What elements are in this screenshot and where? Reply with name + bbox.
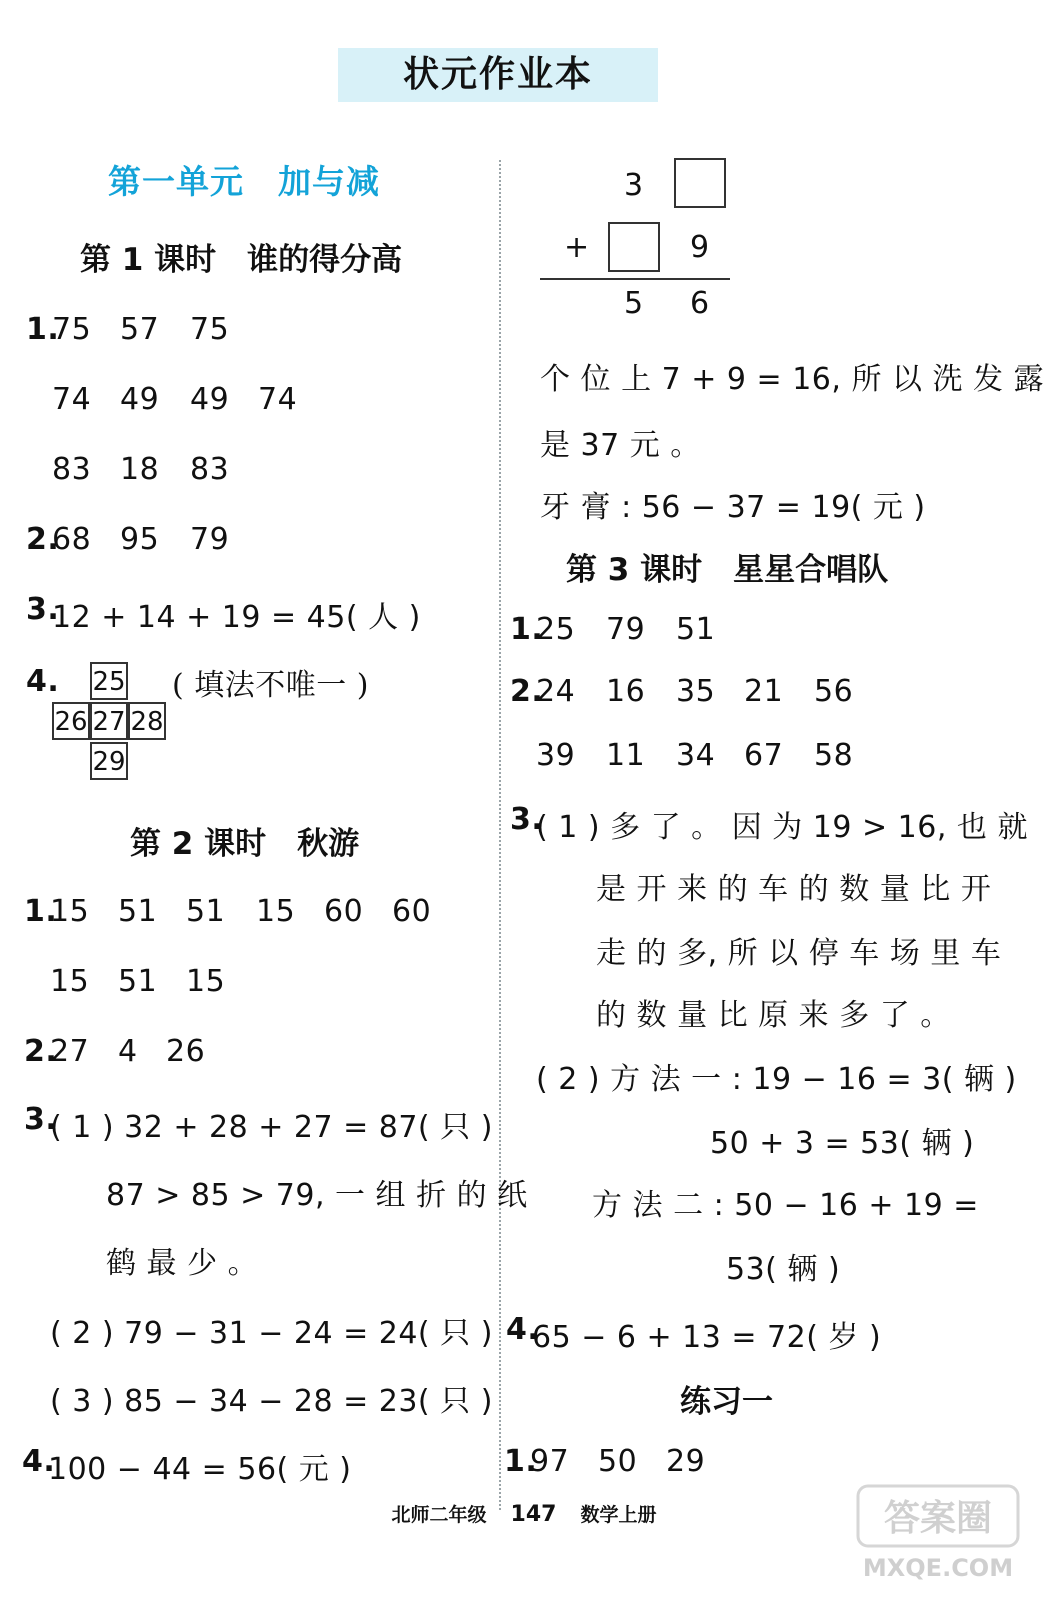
page-number: 147 <box>510 1502 557 1527</box>
answer-value: 50 <box>598 1444 638 1479</box>
answer-equation: 100 − 44 = 56( 元 ) <box>48 1452 352 1487</box>
answer-line: 个 位 上 7 + 9 = 16, 所 以 洗 发 露 <box>540 362 1045 397</box>
vertical-digit: 9 <box>690 230 710 265</box>
answer-value: 51 <box>118 894 158 929</box>
question-label: 2. <box>510 674 544 709</box>
grid-cell-left: 26 <box>52 702 90 740</box>
answer-value: 16 <box>606 674 646 709</box>
answer-line: 的 数 量 比 原 来 多 了 。 <box>596 998 951 1033</box>
answer-value: 58 <box>814 738 854 773</box>
question-label: 4. <box>22 1444 56 1479</box>
answer-value: 34 <box>676 738 716 773</box>
answer-value: 35 <box>676 674 716 709</box>
answer-value: 75 <box>52 312 92 347</box>
question-label: 1. <box>504 1444 538 1479</box>
answer-line: 53( 辆 ) <box>726 1252 841 1287</box>
answer-value: 75 <box>190 312 230 347</box>
question-label: 4. <box>26 664 60 699</box>
answer-value: 29 <box>666 1444 706 1479</box>
column-divider <box>499 160 501 1510</box>
answer-value: 79 <box>190 522 230 557</box>
answer-value: 83 <box>190 452 230 487</box>
answer-value: 18 <box>120 452 160 487</box>
answer-line: 50 + 3 = 53( 辆 ) <box>710 1126 975 1161</box>
vertical-digit: 5 <box>624 286 644 321</box>
answer-value: 21 <box>744 674 784 709</box>
answer-value: 97 <box>530 1444 570 1479</box>
answer-value: 49 <box>120 382 160 417</box>
grid-cell-top: 25 <box>90 662 128 700</box>
practice-title: 练习一 <box>680 1384 773 1420</box>
answer-value: 51 <box>186 894 226 929</box>
vertical-digit: 3 <box>624 168 644 203</box>
answer-note: ( 填法不唯一 ) <box>172 668 369 703</box>
answer-line: 走 的 多, 所 以 停 车 场 里 车 <box>596 936 1002 971</box>
question-label: 2. <box>24 1034 58 1069</box>
answer-value: 57 <box>120 312 160 347</box>
answer-value: 74 <box>52 382 92 417</box>
blank-box <box>608 222 660 272</box>
sum-line <box>540 278 730 280</box>
grid-cell-right: 28 <box>128 702 166 740</box>
answer-value: 74 <box>258 382 298 417</box>
answer-value: 11 <box>606 738 646 773</box>
vertical-digit: 6 <box>690 286 710 321</box>
answer-value: 60 <box>392 894 432 929</box>
answer-line: 87 > 85 > 79, 一 组 折 的 纸 <box>106 1178 528 1213</box>
watermark-text: 答案圈 <box>883 1498 993 1539</box>
blank-box <box>674 158 726 208</box>
answer-value: 49 <box>190 382 230 417</box>
question-label: 1. <box>510 612 544 647</box>
answer-value: 56 <box>814 674 854 709</box>
answer-value: 4 <box>118 1034 138 1069</box>
question-label: 1. <box>26 312 60 347</box>
question-label: 3. <box>24 1102 58 1137</box>
answer-value: 39 <box>536 738 576 773</box>
answer-value: 83 <box>52 452 92 487</box>
answer-value: 15 <box>256 894 296 929</box>
question-label: 4. <box>506 1312 540 1347</box>
answer-line: ( 1 ) 多 了 。 因 为 19 > 16, 也 就 <box>536 810 1028 845</box>
lesson-3-title: 第 3 课时 星星合唱队 <box>566 552 889 588</box>
watermark-url: MXQE.COM <box>862 1554 1014 1582</box>
lesson-2-title: 第 2 课时 秋游 <box>130 826 360 862</box>
answer-line: 是 37 元 。 <box>540 428 701 463</box>
answer-value: 26 <box>166 1034 206 1069</box>
answer-equation: 12 + 14 + 19 = 45( 人 ) <box>52 600 421 635</box>
answer-value: 15 <box>50 894 90 929</box>
answer-value: 51 <box>676 612 716 647</box>
answer-value: 15 <box>50 964 90 999</box>
answer-line: ( 2 ) 方 法 一 : 19 − 16 = 3( 辆 ) <box>536 1062 1017 1097</box>
footer-grade: 北师二年级 <box>391 1504 487 1526</box>
answer-value: 24 <box>536 674 576 709</box>
answer-value: 15 <box>186 964 226 999</box>
answer-value: 79 <box>606 612 646 647</box>
unit-title: 第一单元 加与减 <box>108 162 380 201</box>
answer-value: 25 <box>536 612 576 647</box>
grid-cell-bottom: 29 <box>90 742 128 780</box>
question-label: 3. <box>510 802 544 837</box>
answer-value: 51 <box>118 964 158 999</box>
grid-cell-center: 27 <box>90 702 128 740</box>
answer-line: 鹤 最 少 。 <box>106 1246 259 1281</box>
answer-value: 27 <box>50 1034 90 1069</box>
answer-line: ( 2 ) 79 − 31 − 24 = 24( 只 ) <box>50 1316 493 1351</box>
watermark-logo <box>848 1478 1028 1588</box>
question-label: 3. <box>26 592 60 627</box>
answer-line: ( 3 ) 85 − 34 − 28 = 23( 只 ) <box>50 1384 493 1419</box>
lesson-1-title: 第 1 课时 谁的得分高 <box>80 242 403 278</box>
answer-line: ( 1 ) 32 + 28 + 27 = 87( 只 ) <box>50 1110 493 1145</box>
question-label: 1. <box>24 894 58 929</box>
plus-sign: + <box>564 230 590 265</box>
answer-value: 95 <box>120 522 160 557</box>
answer-value: 68 <box>52 522 92 557</box>
answer-line: 牙 膏 : 56 − 37 = 19( 元 ) <box>540 490 926 525</box>
page-title: 状元作业本 <box>402 54 593 95</box>
question-label: 2. <box>26 522 60 557</box>
answer-value: 60 <box>324 894 364 929</box>
answer-value: 67 <box>744 738 784 773</box>
footer-subject: 数学上册 <box>580 1504 657 1526</box>
answer-equation: 65 − 6 + 13 = 72( 岁 ) <box>532 1320 882 1355</box>
answer-line: 是 开 来 的 车 的 数 量 比 开 <box>596 872 992 907</box>
answer-line: 方 法 二 : 50 − 16 + 19 = <box>592 1188 979 1223</box>
